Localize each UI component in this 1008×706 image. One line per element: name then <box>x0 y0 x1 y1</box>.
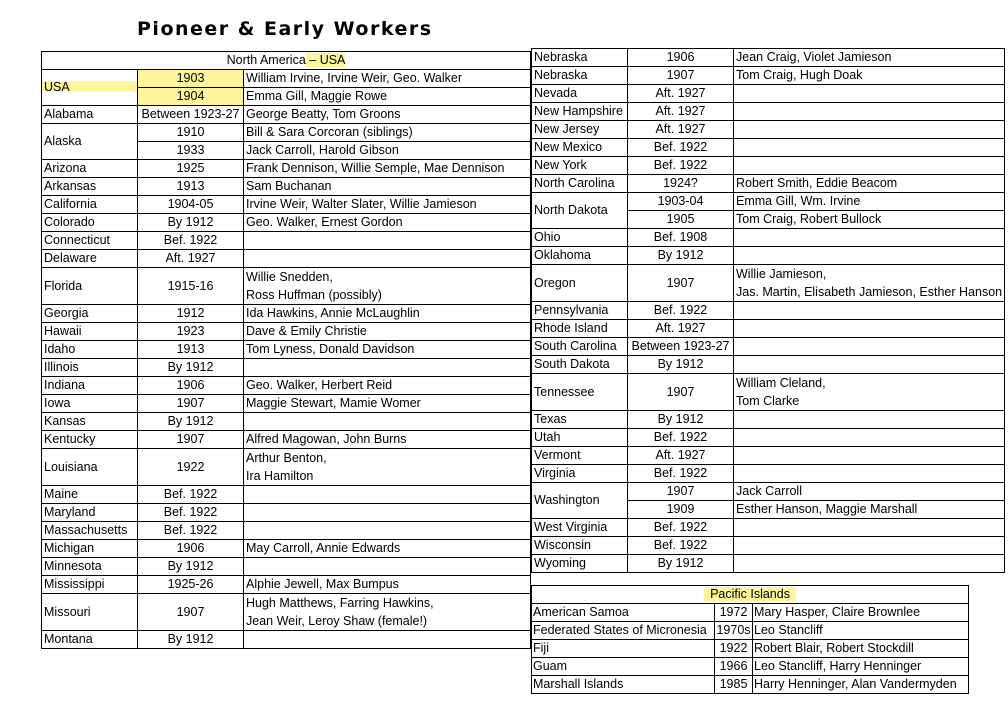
workers-cell: Alfred Magowan, John Burns <box>244 431 531 449</box>
header-region: North America <box>226 53 306 68</box>
workers-cell <box>734 555 1005 573</box>
year-cell: By 1912 <box>138 214 244 232</box>
state-cell: Louisiana <box>42 449 138 486</box>
state-cell: Oklahoma <box>532 247 628 265</box>
state-cell: North Carolina <box>532 175 628 193</box>
state-cell: Arizona <box>42 160 138 178</box>
workers-cell: Emma Gill, Maggie Rowe <box>244 88 531 106</box>
pacific-islands-table <box>531 585 969 694</box>
workers-cell: Mary Hasper, Claire Brownlee <box>753 604 969 622</box>
workers-line: Jas. Martin, Elisabeth Jamieson, Esther Hanson <box>736 285 1003 299</box>
state-cell: Wyoming <box>532 555 628 573</box>
workers-cell: Leo Stancliff <box>753 622 969 640</box>
workers-cell <box>734 302 1005 320</box>
place-cell: Marshall Islands <box>532 676 715 694</box>
workers-cell <box>734 229 1005 247</box>
workers-cell <box>244 268 531 305</box>
year-cell: Bef. 1922 <box>138 504 244 522</box>
table-row <box>42 214 531 232</box>
workers-cell <box>734 338 1005 356</box>
table-row <box>42 486 531 504</box>
table-row <box>532 229 1005 247</box>
state-cell: USA <box>42 70 138 106</box>
usa-continued-table <box>531 48 1005 573</box>
table-row <box>42 504 531 522</box>
state-cell: Washington <box>532 483 628 519</box>
table-row <box>42 558 531 576</box>
year-cell: 1922 <box>715 640 753 658</box>
year-cell: 1909 <box>628 501 734 519</box>
year-cell: Aft. 1927 <box>628 85 734 103</box>
year-cell: 1906 <box>628 49 734 67</box>
year-cell: Bef. 1922 <box>628 537 734 555</box>
workers-line: Tom Clarke <box>736 394 800 408</box>
table-header <box>532 586 969 604</box>
table-row <box>532 67 1005 85</box>
state-cell: Colorado <box>42 214 138 232</box>
workers-cell <box>734 447 1005 465</box>
table-row <box>42 359 531 377</box>
state-cell: Alabama <box>42 106 138 124</box>
state-cell: Montana <box>42 631 138 649</box>
year-cell: 1907 <box>628 67 734 85</box>
year-cell: 1907 <box>138 431 244 449</box>
state-cell: Nevada <box>532 85 628 103</box>
workers-cell: Irvine Weir, Walter Slater, Willie Jamieson <box>244 196 531 214</box>
state-cell: Indiana <box>42 377 138 395</box>
workers-line: Jean Weir, Leroy Shaw (female!) <box>246 614 428 628</box>
table-row <box>42 178 531 196</box>
workers-cell: Frank Dennison, Willie Semple, Mae Dennison <box>244 160 531 178</box>
table-row <box>42 305 531 323</box>
workers-cell <box>734 374 1005 411</box>
workers-cell: Jack Carroll <box>734 483 1005 501</box>
state-cell: Arkansas <box>42 178 138 196</box>
year-cell: Bef. 1922 <box>628 429 734 447</box>
table-header <box>42 52 531 70</box>
state-cell: Idaho <box>42 341 138 359</box>
year-cell: Bef. 1922 <box>628 465 734 483</box>
state-cell: New Mexico <box>532 139 628 157</box>
place-cell: Federated States of Micronesia <box>532 622 715 640</box>
year-cell: By 1912 <box>628 356 734 374</box>
state-cell: Alaska <box>42 124 138 160</box>
state-cell: Georgia <box>42 305 138 323</box>
north-america-usa-table <box>41 51 531 649</box>
year-cell: Aft. 1927 <box>138 250 244 268</box>
workers-line: Willie Snedden, <box>246 270 333 284</box>
table-row <box>532 465 1005 483</box>
state-cell: Maine <box>42 486 138 504</box>
workers-cell <box>734 519 1005 537</box>
workers-cell: Sam Buchanan <box>244 178 531 196</box>
state-cell: Maryland <box>42 504 138 522</box>
year-cell: 1985 <box>715 676 753 694</box>
table-row <box>42 52 531 70</box>
workers-cell: Leo Stancliff, Harry Henninger <box>753 658 969 676</box>
workers-cell <box>734 157 1005 175</box>
header-country: – USA <box>305 53 346 68</box>
table-row <box>532 302 1005 320</box>
table-row <box>532 555 1005 573</box>
state-cell: New York <box>532 157 628 175</box>
table-row <box>42 124 531 142</box>
year-cell: 1924? <box>628 175 734 193</box>
workers-cell: Geo. Walker, Herbert Reid <box>244 377 531 395</box>
year-cell: 1903-04 <box>628 193 734 211</box>
workers-cell <box>244 486 531 504</box>
table-row <box>532 429 1005 447</box>
year-cell: Bef. 1922 <box>138 232 244 250</box>
state-cell: Michigan <box>42 540 138 558</box>
workers-line: Ross Huffman (possibly) <box>246 288 382 302</box>
workers-cell <box>244 631 531 649</box>
table-row <box>532 175 1005 193</box>
workers-line: Ira Hamilton <box>246 469 314 483</box>
year-cell: 1907 <box>138 395 244 413</box>
workers-line: Arthur Benton, <box>246 451 327 465</box>
year-cell: Bef. 1922 <box>628 519 734 537</box>
workers-cell <box>244 504 531 522</box>
table-row <box>532 604 969 622</box>
table-row <box>42 232 531 250</box>
year-cell: 1972 <box>715 604 753 622</box>
state-cell: Rhode Island <box>532 320 628 338</box>
state-cell: Delaware <box>42 250 138 268</box>
workers-cell: Tom Lyness, Donald Davidson <box>244 341 531 359</box>
table-row <box>532 483 1005 501</box>
table-row <box>42 395 531 413</box>
workers-cell <box>734 139 1005 157</box>
workers-cell <box>734 85 1005 103</box>
workers-cell <box>734 320 1005 338</box>
year-cell: 1966 <box>715 658 753 676</box>
table-row <box>532 103 1005 121</box>
state-cell: Nebraska <box>532 67 628 85</box>
workers-cell: Dave & Emily Christie <box>244 323 531 341</box>
year-cell: Aft. 1927 <box>628 320 734 338</box>
workers-cell: Emma Gill, Wm. Irvine <box>734 193 1005 211</box>
place-cell: Guam <box>532 658 715 676</box>
state-cell: Minnesota <box>42 558 138 576</box>
workers-cell <box>244 558 531 576</box>
table-row <box>532 537 1005 555</box>
table-row <box>532 320 1005 338</box>
table-row <box>532 676 969 694</box>
table-row <box>42 268 531 305</box>
state-cell: California <box>42 196 138 214</box>
table-row <box>42 70 531 88</box>
state-cell: Pennsylvania <box>532 302 628 320</box>
state-cell: West Virginia <box>532 519 628 537</box>
year-cell: Bef. 1922 <box>138 486 244 504</box>
workers-cell: Tom Craig, Robert Bullock <box>734 211 1005 229</box>
year-cell: 1915-16 <box>138 268 244 305</box>
state-cell: New Hampshire <box>532 103 628 121</box>
workers-cell: Esther Hanson, Maggie Marshall <box>734 501 1005 519</box>
place-cell: Fiji <box>532 640 715 658</box>
workers-cell <box>734 429 1005 447</box>
state-cell: Hawaii <box>42 323 138 341</box>
workers-line: William Cleland, <box>736 376 826 390</box>
state-cell: South Carolina <box>532 338 628 356</box>
year-cell: By 1912 <box>628 555 734 573</box>
table-row <box>532 265 1005 302</box>
header-region: Pacific Islands <box>704 587 796 601</box>
table-row <box>532 193 1005 211</box>
year-cell: Bef. 1908 <box>628 229 734 247</box>
year-cell: 1904 <box>138 88 244 106</box>
workers-cell: Ida Hawkins, Annie McLaughlin <box>244 305 531 323</box>
state-cell: Oregon <box>532 265 628 302</box>
table-row <box>42 413 531 431</box>
workers-cell: Tom Craig, Hugh Doak <box>734 67 1005 85</box>
year-cell: Aft. 1927 <box>628 447 734 465</box>
workers-cell <box>734 411 1005 429</box>
table-row <box>42 196 531 214</box>
year-cell: 1925 <box>138 160 244 178</box>
table-row <box>42 160 531 178</box>
table-row <box>532 622 969 640</box>
table-row <box>532 519 1005 537</box>
year-cell: 1912 <box>138 305 244 323</box>
workers-cell <box>734 247 1005 265</box>
table-row <box>42 323 531 341</box>
year-cell: 1905 <box>628 211 734 229</box>
workers-cell <box>244 250 531 268</box>
table-row <box>42 250 531 268</box>
state-cell: North Dakota <box>532 193 628 229</box>
year-cell: 1907 <box>628 265 734 302</box>
workers-cell <box>734 356 1005 374</box>
state-cell: Missouri <box>42 594 138 631</box>
table-row <box>532 586 969 604</box>
year-cell: 1922 <box>138 449 244 486</box>
workers-cell <box>244 449 531 486</box>
year-cell: 1925-26 <box>138 576 244 594</box>
workers-cell <box>734 465 1005 483</box>
state-cell: South Dakota <box>532 356 628 374</box>
table-row <box>42 431 531 449</box>
year-cell: Aft. 1927 <box>628 121 734 139</box>
state-cell: Massachusetts <box>42 522 138 540</box>
year-cell: By 1912 <box>138 413 244 431</box>
workers-cell <box>734 103 1005 121</box>
state-cell: Nebraska <box>532 49 628 67</box>
workers-cell: May Carroll, Annie Edwards <box>244 540 531 558</box>
table-row <box>532 447 1005 465</box>
table-row <box>42 377 531 395</box>
year-cell: By 1912 <box>628 247 734 265</box>
state-cell: Wisconsin <box>532 537 628 555</box>
workers-cell: Bill & Sara Corcoran (siblings) <box>244 124 531 142</box>
workers-cell <box>244 522 531 540</box>
page-title: Pioneer & Early Workers <box>137 18 433 40</box>
table-row <box>532 374 1005 411</box>
state-cell: Mississippi <box>42 576 138 594</box>
table-row <box>532 658 969 676</box>
state-cell: New Jersey <box>532 121 628 139</box>
state-cell: Iowa <box>42 395 138 413</box>
workers-cell: Robert Smith, Eddie Beacom <box>734 175 1005 193</box>
workers-line: Willie Jamieson, <box>736 267 827 281</box>
workers-cell <box>734 121 1005 139</box>
table-row <box>42 341 531 359</box>
year-cell: Aft. 1927 <box>628 103 734 121</box>
year-cell: 1910 <box>138 124 244 142</box>
workers-cell <box>244 359 531 377</box>
year-cell: 1933 <box>138 142 244 160</box>
table-row <box>42 540 531 558</box>
workers-cell <box>734 537 1005 555</box>
state-cell: Virginia <box>532 465 628 483</box>
state-cell: Connecticut <box>42 232 138 250</box>
table-row <box>532 121 1005 139</box>
year-cell: 1903 <box>138 70 244 88</box>
year-cell: By 1912 <box>628 411 734 429</box>
table-row <box>532 85 1005 103</box>
year-cell: 1907 <box>628 483 734 501</box>
year-cell: 1913 <box>138 341 244 359</box>
year-cell: 1907 <box>628 374 734 411</box>
workers-cell: Harry Henninger, Alan Vandermyden <box>753 676 969 694</box>
table-row <box>532 411 1005 429</box>
table-row <box>532 139 1005 157</box>
state-cell: Illinois <box>42 359 138 377</box>
year-cell: Bef. 1922 <box>628 302 734 320</box>
year-cell: Bef. 1922 <box>628 157 734 175</box>
year-cell: By 1912 <box>138 558 244 576</box>
table-row <box>532 247 1005 265</box>
workers-cell: Jean Craig, Violet Jamieson <box>734 49 1005 67</box>
table-row <box>532 157 1005 175</box>
table-row <box>532 640 969 658</box>
workers-cell: George Beatty, Tom Groons <box>244 106 531 124</box>
workers-cell: Maggie Stewart, Mamie Womer <box>244 395 531 413</box>
state-cell: Texas <box>532 411 628 429</box>
table-row <box>42 449 531 486</box>
table-row <box>42 522 531 540</box>
workers-cell: Jack Carroll, Harold Gibson <box>244 142 531 160</box>
table-row <box>42 594 531 631</box>
year-cell: 1906 <box>138 377 244 395</box>
year-cell: Between 1923-27 <box>138 106 244 124</box>
state-cell: Tennessee <box>532 374 628 411</box>
year-cell: 1970s <box>715 622 753 640</box>
year-cell: 1906 <box>138 540 244 558</box>
place-cell: American Samoa <box>532 604 715 622</box>
table-row <box>532 356 1005 374</box>
table-row <box>532 338 1005 356</box>
year-cell: Between 1923-27 <box>628 338 734 356</box>
workers-line: Hugh Matthews, Farring Hawkins, <box>246 596 434 610</box>
state-cell: Utah <box>532 429 628 447</box>
workers-cell: Geo. Walker, Ernest Gordon <box>244 214 531 232</box>
workers-cell: William Irvine, Irvine Weir, Geo. Walker <box>244 70 531 88</box>
year-cell: By 1912 <box>138 631 244 649</box>
workers-cell: Robert Blair, Robert Stockdill <box>753 640 969 658</box>
year-cell: 1904-05 <box>138 196 244 214</box>
workers-cell: Alphie Jewell, Max Bumpus <box>244 576 531 594</box>
year-cell: 1907 <box>138 594 244 631</box>
year-cell: Bef. 1922 <box>628 139 734 157</box>
state-cell: Vermont <box>532 447 628 465</box>
table-row <box>532 49 1005 67</box>
workers-cell <box>244 594 531 631</box>
year-cell: 1913 <box>138 178 244 196</box>
state-cell: Kansas <box>42 413 138 431</box>
workers-cell <box>244 232 531 250</box>
table-row <box>42 576 531 594</box>
workers-cell <box>244 413 531 431</box>
year-cell: 1923 <box>138 323 244 341</box>
table-row <box>42 106 531 124</box>
year-cell: Bef. 1922 <box>138 522 244 540</box>
state-cell: Florida <box>42 268 138 305</box>
state-cell: Kentucky <box>42 431 138 449</box>
state-cell: Ohio <box>532 229 628 247</box>
workers-cell <box>734 265 1005 302</box>
table-row <box>42 631 531 649</box>
year-cell: By 1912 <box>138 359 244 377</box>
